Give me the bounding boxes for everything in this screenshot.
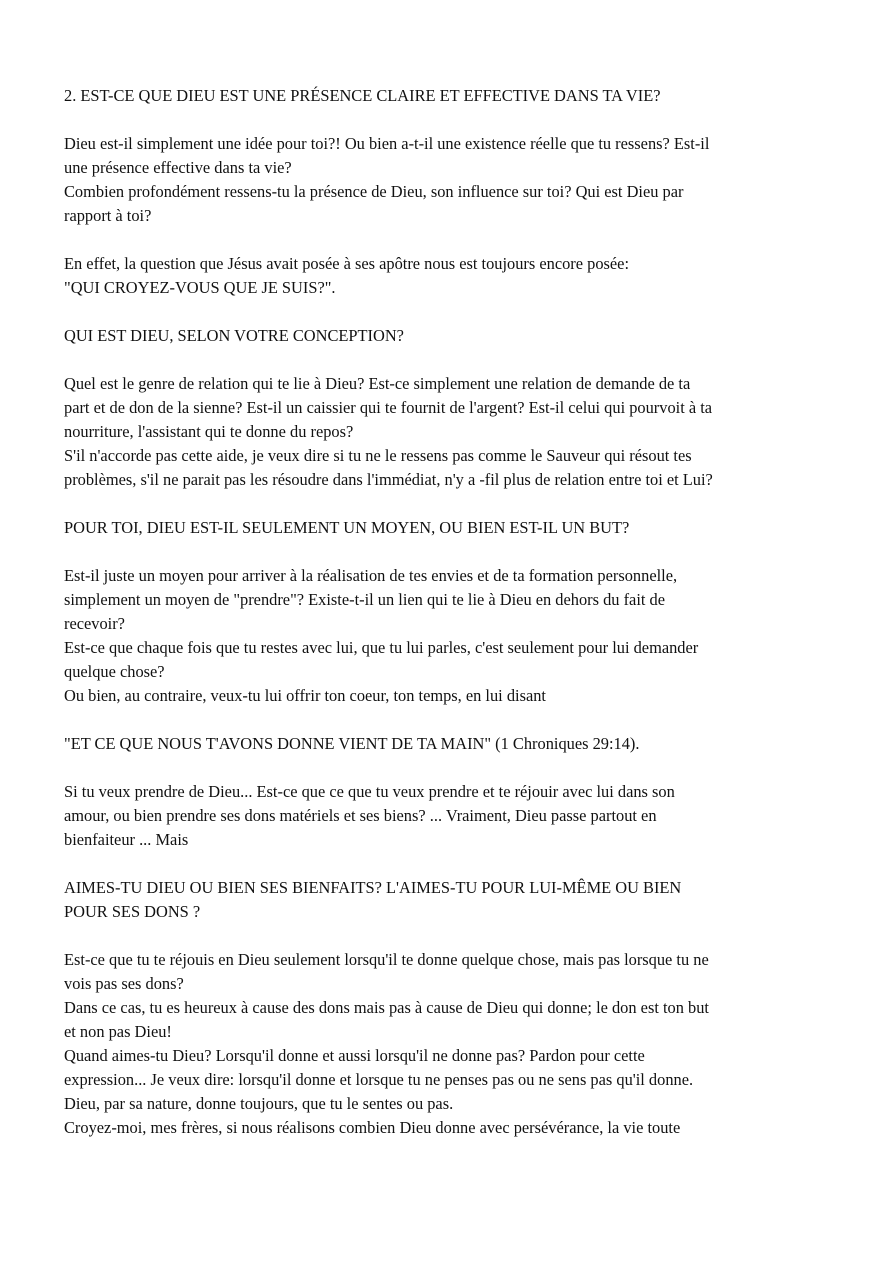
text-line: Ou bien, au contraire, veux-tu lui offrir ton coeur, ton temps, en lui disant: [64, 686, 546, 705]
text-line: simplement un moyen de "prendre"? Existe-t-il un lien qui te lie à Dieu en dehors du fait de: [64, 590, 665, 609]
text-line: expression... Je veux dire: lorsqu'il donne et lorsque tu ne penses pas ou ne sens pas qu'il donne.: [64, 1070, 694, 1089]
text-line: Est-il juste un moyen pour arriver à la réalisation de tes envies et de ta formation personnelle,: [64, 566, 678, 585]
text-line: recevoir?: [64, 614, 125, 633]
text-line: Quand aimes-tu Dieu? Lorsqu'il donne et aussi lorsqu'il ne donne pas? Pardon pour cette: [64, 1046, 645, 1065]
paragraph: [64, 372, 834, 492]
document-page: [64, 84, 834, 1164]
scripture-quote: [64, 732, 834, 756]
text-line: Quel est le genre de relation qui te lie à Dieu? Est-ce simplement une relation de demande de ta: [64, 374, 691, 393]
text-line: vois pas ses dons?: [64, 974, 184, 993]
text-line: Combien profondément ressens-tu la présence de Dieu, son influence sur toi? Qui est Dieu par: [64, 182, 684, 201]
text-line: Est-ce que chaque fois que tu restes avec lui, que tu lui parles, c'est seulement pour lui demander: [64, 638, 699, 657]
text-line: S'il n'accorde pas cette aide, je veux dire si tu ne le ressens pas comme le Sauveur qui résout tes: [64, 446, 692, 465]
text-line: En effet, la question que Jésus avait posée à ses apôtre nous est toujours encore posée:: [64, 254, 630, 273]
text-line: Dans ce cas, tu es heureux à cause des dons mais pas à cause de Dieu qui donne; le don est ton but: [64, 998, 709, 1017]
text-line: AIMES-TU DIEU OU BIEN SES BIENFAITS? L'AIMES-TU POUR LUI-MÊME OU BIEN: [64, 878, 682, 897]
section-heading: [64, 516, 834, 540]
text-line: bienfaiteur ... Mais: [64, 830, 189, 849]
text-line: POUR TOI, DIEU EST-IL SEULEMENT UN MOYEN, OU BIEN EST-IL UN BUT?: [64, 518, 630, 537]
text-line: Dieu, par sa nature, donne toujours, que tu le sentes ou pas.: [64, 1094, 454, 1113]
paragraph: [64, 564, 834, 708]
text-line: rapport à toi?: [64, 206, 152, 225]
section-heading: [64, 84, 834, 108]
text-line: quelque chose?: [64, 662, 165, 681]
text-line: part et de don de la sienne? Est-il un caissier qui te fournit de l'argent? Est-il celui qui pourvoit à ta: [64, 398, 713, 417]
section-heading: [64, 876, 834, 924]
text-line: POUR SES DONS ?: [64, 902, 201, 921]
paragraph: [64, 948, 834, 1140]
text-line: Si tu veux prendre de Dieu... Est-ce que ce que tu veux prendre et te réjouir avec lui dans son: [64, 782, 675, 801]
text-line: Croyez-moi, mes frères, si nous réalisons combien Dieu donne avec persévérance, la vie toute: [64, 1118, 681, 1137]
text-line: "ET CE QUE NOUS T'AVONS DONNE VIENT DE TA MAIN" (1 Chroniques 29:14).: [64, 734, 640, 753]
text-line: Dieu est-il simplement une idée pour toi?! Ou bien a-t-il une existence réelle que tu ressens? Est-il: [64, 134, 710, 153]
paragraph: [64, 780, 834, 852]
text-line: 2. EST-CE QUE DIEU EST UNE PRÉSENCE CLAIRE ET EFFECTIVE DANS TA VIE?: [64, 86, 661, 105]
text-line: une présence effective dans ta vie?: [64, 158, 292, 177]
text-line: amour, ou bien prendre ses dons matériels et ses biens? ... Vraiment, Dieu passe partout en: [64, 806, 657, 825]
text-line: nourriture, l'assistant qui te donne du repos?: [64, 422, 354, 441]
text-line: et non pas Dieu!: [64, 1022, 172, 1041]
text-line: QUI EST DIEU, SELON VOTRE CONCEPTION?: [64, 326, 404, 345]
section-heading: [64, 324, 834, 348]
text-line: Est-ce que tu te réjouis en Dieu seulement lorsqu'il te donne quelque chose, mais pas lorsque tu ne: [64, 950, 709, 969]
text-line: problèmes, s'il ne parait pas les résoudre dans l'immédiat, n'y a -fil plus de relation entre toi et Lui?: [64, 470, 713, 489]
paragraph: [64, 252, 834, 300]
text-line: "QUI CROYEZ-VOUS QUE JE SUIS?".: [64, 278, 336, 297]
paragraph: [64, 132, 834, 228]
